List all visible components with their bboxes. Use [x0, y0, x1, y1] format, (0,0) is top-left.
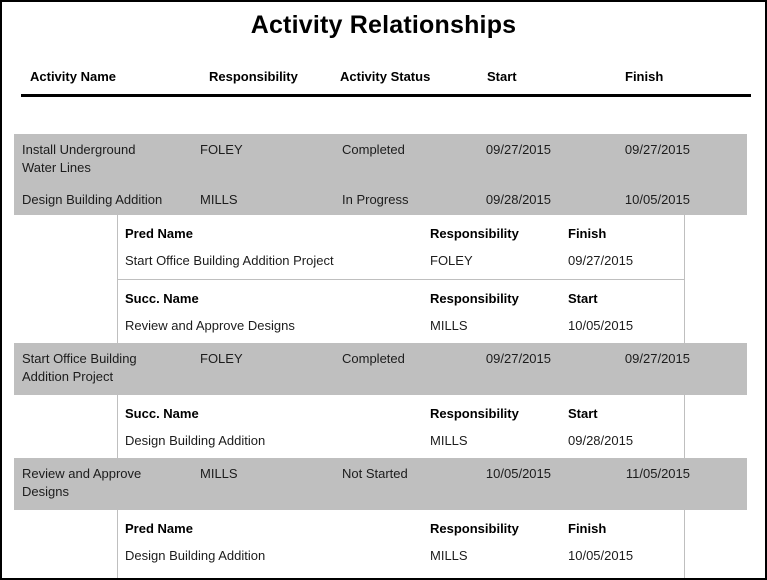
relation-date-header: Finish	[568, 226, 607, 241]
relationship-table	[117, 215, 685, 343]
activity-band	[14, 458, 747, 510]
activity-status: In Progress	[342, 192, 409, 207]
activity-name: Install Underground Water Lines	[22, 142, 136, 175]
relation-responsibility: MILLS	[430, 433, 468, 448]
activity-band	[14, 343, 747, 395]
activity-finish: 09/27/2015	[624, 142, 690, 157]
activity-finish: 10/05/2015	[624, 192, 690, 207]
relation-date-header: Start	[568, 291, 598, 306]
activity-status: Completed	[342, 351, 405, 366]
activity-responsibility: FOLEY	[200, 142, 243, 157]
relation-date: 10/05/2015	[568, 548, 634, 563]
relation-header-row	[125, 520, 684, 538]
relation-date-header: Start	[568, 406, 598, 421]
relation-name: Review and Approve Designs	[125, 318, 295, 333]
activity-start: 09/27/2015	[485, 351, 551, 366]
activity-name: Start Office Building Addition Project	[22, 351, 137, 384]
relation-data-row	[125, 317, 684, 335]
column-header-finish: Finish	[625, 69, 664, 84]
activity-responsibility: MILLS	[200, 466, 238, 481]
relation-responsibility-header: Responsibility	[430, 291, 519, 306]
column-header-activity-status: Activity Status	[340, 69, 431, 84]
relation-data-row	[125, 432, 684, 450]
relation-responsibility: FOLEY	[430, 253, 473, 268]
activity-start: 09/28/2015	[485, 192, 551, 207]
activity-row	[22, 350, 747, 386]
predecessor-group	[118, 215, 684, 279]
column-header-activity-name: Activity Name	[30, 69, 116, 84]
successor-group	[118, 279, 684, 343]
relation-date: 09/27/2015	[568, 253, 634, 268]
activity-responsibility: FOLEY	[200, 351, 243, 366]
relation-name: Design Building Addition	[125, 433, 266, 448]
relation-type-header: Succ. Name	[125, 291, 199, 306]
relation-name: Design Building Addition	[125, 548, 266, 563]
activity-finish: 09/27/2015	[624, 351, 690, 366]
activity-row	[22, 141, 747, 177]
activity-status: Completed	[342, 142, 405, 157]
relation-type-header: Pred Name	[125, 226, 193, 241]
activity-row	[22, 191, 747, 209]
successor-group	[118, 395, 684, 458]
relationship-table	[117, 395, 685, 458]
predecessor-group	[118, 510, 684, 574]
activity-responsibility: MILLS	[200, 192, 238, 207]
relation-responsibility: MILLS	[430, 548, 468, 563]
relation-name: Start Office Building Addition Project	[125, 253, 334, 268]
relationship-table	[117, 510, 685, 578]
activity-start: 10/05/2015	[485, 466, 551, 481]
activity-row	[22, 465, 747, 501]
relation-responsibility-header: Responsibility	[430, 226, 519, 241]
relation-data-row	[125, 547, 684, 565]
relation-date: 09/28/2015	[568, 433, 634, 448]
relation-header-row	[125, 290, 684, 308]
column-header-start: Start	[487, 69, 517, 84]
activity-start: 09/27/2015	[485, 142, 551, 157]
relation-date: 10/05/2015	[568, 318, 634, 333]
relation-header-row	[125, 405, 684, 423]
relation-data-row	[125, 252, 684, 270]
activity-band	[14, 134, 747, 215]
header-rule	[21, 94, 751, 97]
relation-header-row	[125, 225, 684, 243]
relation-date-header: Finish	[568, 521, 607, 536]
activity-status: Not Started	[342, 466, 408, 481]
relation-responsibility: MILLS	[430, 318, 468, 333]
activity-name: Review and Approve Designs	[22, 466, 142, 499]
relation-type-header: Pred Name	[125, 521, 193, 536]
relation-type-header: Succ. Name	[125, 406, 199, 421]
column-header-responsibility: Responsibility	[209, 69, 298, 84]
activity-finish: 11/05/2015	[625, 466, 690, 481]
report-title: Activity Relationships	[250, 11, 517, 39]
relation-responsibility-header: Responsibility	[430, 521, 519, 536]
activity-name: Design Building Addition	[22, 192, 163, 207]
relation-responsibility-header: Responsibility	[430, 406, 519, 421]
